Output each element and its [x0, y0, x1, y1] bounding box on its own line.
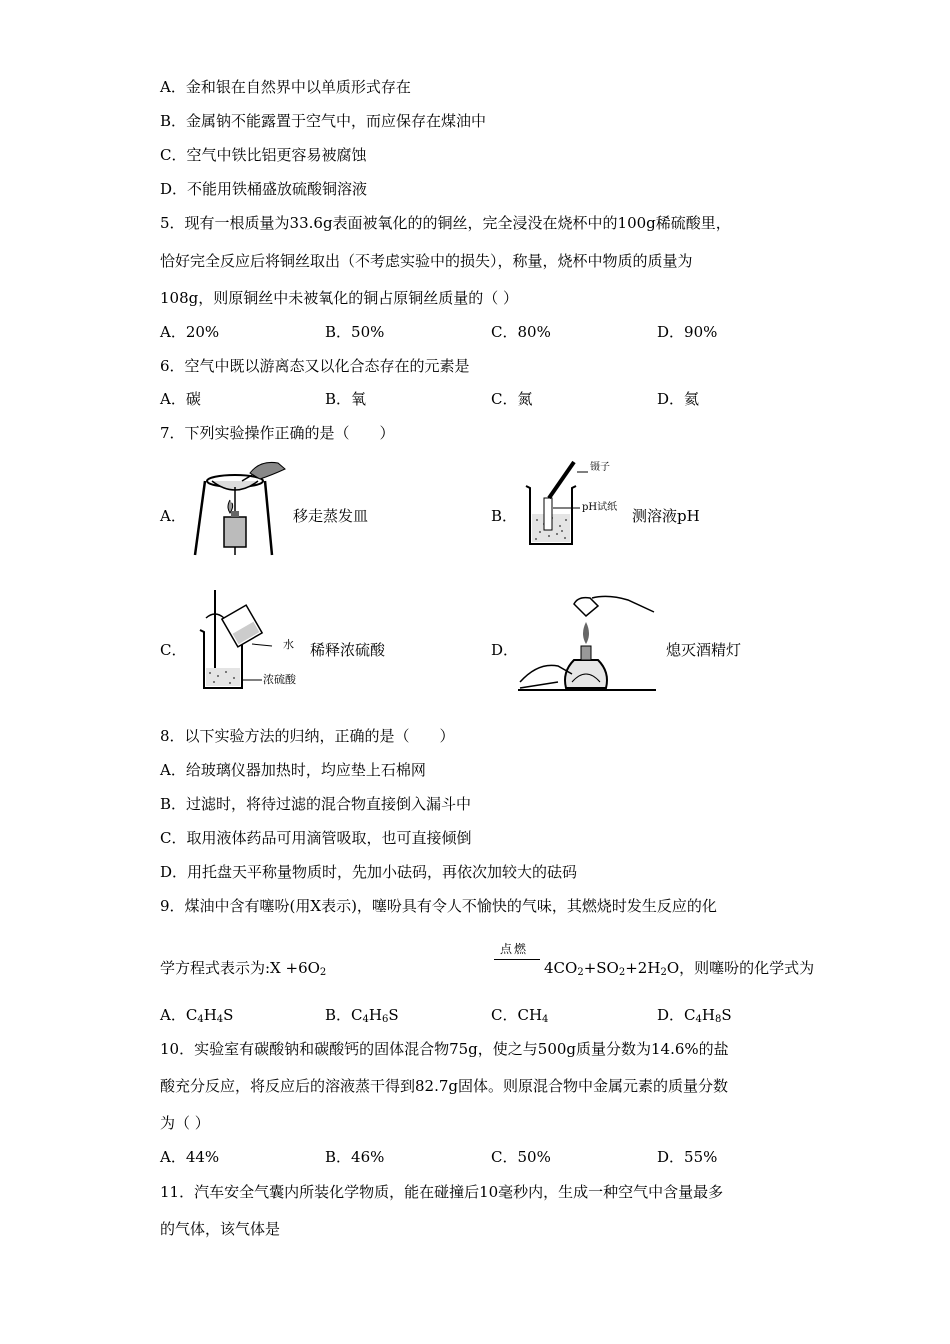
q6-stem: 6．空气中既以游离态又以化合态存在的元素是 — [160, 357, 470, 375]
q8-stem: 8．以下实验方法的归纳，正确的是（ ） — [160, 727, 455, 745]
evaporating-dish-figure — [190, 455, 290, 563]
alcohol-lamp-figure — [518, 592, 658, 694]
equation-condition: 点燃 — [500, 942, 529, 956]
q9-option-d: D．$C_4H_8S$ — [657, 1006, 732, 1025]
equation-products: $4CO_2+SO_2+2H_2O$，则噻吩的化学式为 — [544, 959, 815, 978]
q4-option-a: A．金和银在自然界中以单质形式存在 — [160, 78, 411, 96]
q5-option-a: A．20% — [160, 323, 220, 341]
q6-option-a: A．碳 — [160, 390, 201, 408]
q7-caption-d: 熄灭酒精灯 — [666, 641, 742, 659]
q4-option-c: C．空气中铁比铝更容易被腐蚀 — [160, 146, 367, 164]
equation-prefix: 学方程式表示为:X $+6O_2$ — [160, 959, 327, 978]
q10-stem-line-3: 为（ ） — [160, 1114, 210, 1132]
conc-acid-label: 浓硫酸 — [263, 673, 296, 686]
tweezers-label: 镊子 — [590, 462, 610, 473]
q11-stem-line-2: 的气体，该气体是 — [160, 1220, 281, 1238]
q6-option-b: B．氧 — [325, 390, 367, 408]
q4-option-d: D．不能用铁桶盛放硫酸铜溶液 — [160, 180, 368, 198]
q5-stem-line-3: 108g，则原铜丝中未被氧化的铜占原铜丝质量的（ ） — [160, 289, 519, 307]
q10-option-c: C．50% — [491, 1148, 551, 1166]
q7-stem: 7．下列实验操作正确的是（ ） — [160, 424, 395, 442]
equation-arrow — [494, 959, 540, 960]
q8-option-c: C．取用液体药品可用滴管吸取，也可直接倾倒 — [160, 829, 472, 847]
q5-option-b: B．50% — [325, 323, 385, 341]
q5-stem-line-1: 5．现有一根质量为33.6g表面被氧化的的铜丝，完全浸没在烧杯中的100g稀硫酸里， — [160, 214, 731, 232]
q7-letter-c: C． — [160, 641, 187, 659]
q9-option-b: B．$C_4H_6S$ — [325, 1006, 399, 1025]
q7-letter-b: B． — [491, 507, 518, 525]
q8-option-a: A．给玻璃仪器加热时，均应垫上石棉网 — [160, 761, 426, 779]
q8-option-b: B．过滤时，将待过滤的混合物直接倒入漏斗中 — [160, 795, 472, 813]
water-label: 水 — [283, 638, 294, 651]
q10-option-d: D．55% — [657, 1148, 718, 1166]
q10-option-a: A．44% — [160, 1148, 220, 1166]
q11-stem-line-1: 11．汽车安全气囊内所装化学物质，能在碰撞后10毫秒内，生成一种空气中含量最多 — [160, 1183, 724, 1201]
q6-option-d: D．氦 — [657, 390, 700, 408]
q9-option-c: C．$CH_4$ — [491, 1006, 549, 1025]
ph-paper-label: pH试纸 — [582, 502, 618, 513]
q10-stem-line-1: 10．实验室有碳酸钠和碳酸钙的固体混合物75g，使之与500g质量分数为14.6%的盐 — [160, 1040, 729, 1058]
q7-caption-a: 移走蒸发皿 — [293, 507, 369, 525]
q5-option-c: C．80% — [491, 323, 551, 341]
q4-option-b: B．金属钠不能露置于空气中，而应保存在煤油中 — [160, 112, 487, 130]
q7-caption-b: 测溶液pH — [632, 507, 700, 525]
q5-stem-line-2: 恰好完全反应后将铜丝取出（不考虑实验中的损失），称量，烧杯中物质的质量为 — [160, 252, 693, 270]
q7-letter-a: A． — [160, 507, 186, 525]
q10-stem-line-2: 酸充分反应，将反应后的溶液蒸干得到82.7g固体。则原混合物中金属元素的质量分数 — [160, 1077, 729, 1095]
q9-option-a: A．$C_4H_4S$ — [160, 1006, 234, 1025]
q8-option-d: D．用托盘天平称量物质时，先加小砝码，再依次加较大的砝码 — [160, 863, 578, 881]
q6-option-c: C．氮 — [491, 390, 533, 408]
q10-option-b: B．46% — [325, 1148, 385, 1166]
q7-caption-c: 稀释浓硫酸 — [310, 641, 386, 659]
q9-stem: 9．煤油中含有噻吩(用X表示)，噻吩具有令人不愉快的气味，其燃烧时发生反应的化 — [160, 897, 717, 915]
q9-equation — [160, 940, 815, 980]
q5-option-d: D．90% — [657, 323, 718, 341]
q7-letter-d: D． — [491, 641, 519, 659]
